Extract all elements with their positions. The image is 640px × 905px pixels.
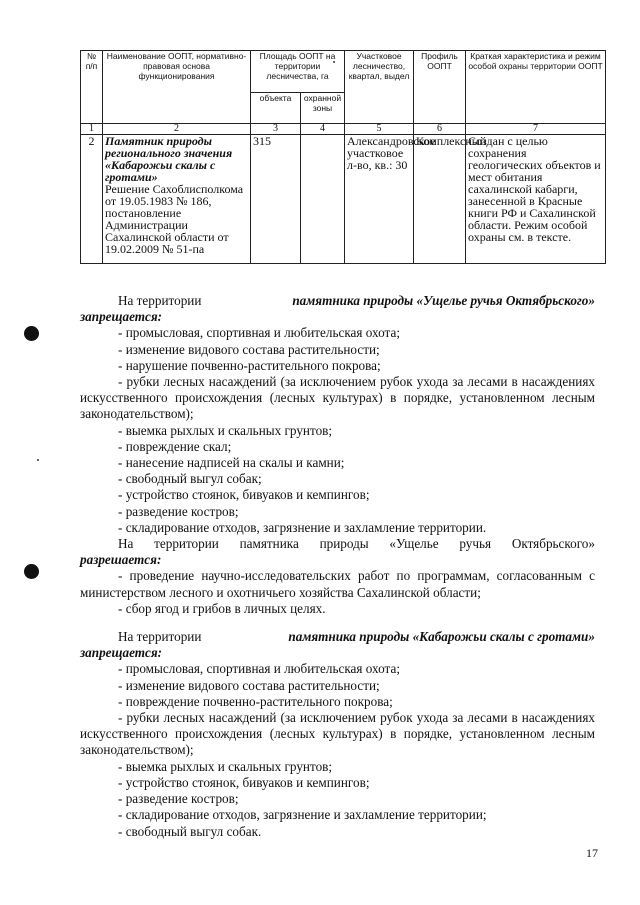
row-name-title: Памятник природы регионального значения «Кабарожьи скалы с гротами» [105, 134, 233, 184]
section1-intro [80, 293, 595, 309]
document-body [80, 293, 595, 840]
column-number: 5 [345, 124, 414, 135]
section2-list [80, 568, 595, 617]
row-area-protect [301, 135, 345, 264]
scan-speck [333, 61, 335, 63]
table-row [81, 135, 606, 264]
list-item: - складирование отходов, загрязнение и захламление территории; [118, 807, 487, 823]
section3-intro-start: На территории [118, 629, 202, 645]
punch-hole [24, 326, 39, 341]
scan-speck [37, 459, 39, 461]
page-number: 17 [586, 846, 598, 860]
list-item: - свободный выгул собак. [118, 823, 262, 839]
list-item: - выемка рыхлых и скальных грунтов; [118, 422, 333, 438]
list-item: - промысловая, спортивная и любительская охота; [118, 661, 400, 677]
list-item: - рубки лесных насаждений (за исключением рубок ухода за лесами в насаждениях искусственного происхождения (лесных культурах) в порядке, установленном лесным законодательством); [80, 710, 595, 758]
section3-intro [80, 629, 595, 645]
list-item: - устройство стоянок, бивуаков и кемпингов; [118, 487, 370, 503]
row-profile: Комплексный [414, 135, 466, 264]
list-item: - свободный выгул собак; [118, 471, 262, 487]
section1-intro-end: запрещается: [80, 309, 163, 325]
section1-list [80, 325, 595, 536]
list-item: - изменение видового состава растительности; [118, 341, 380, 357]
list-item: - разведение костров; [118, 791, 239, 807]
header-name: Наименование ООПТ, нормативно-правовая основа функционирования [103, 51, 251, 124]
row-name [103, 135, 251, 264]
row-area-object: 315 [251, 135, 301, 264]
row-name-basis: Решение Сахоблисполкома от 19.05.1983 № 186, постановление Администрации Сахалинской области от 19.02.2009 № 51-па [105, 182, 244, 256]
list-item: - повреждение скал; [118, 438, 232, 454]
list-item: - сбор ягод и грибов в личных целях. [118, 600, 326, 616]
list-item: - повреждение почвенно-растительного покрова; [118, 693, 393, 709]
section1-intro-start: На территории [118, 293, 202, 308]
section3-intro-end: запрещается: [80, 645, 163, 661]
row-description: Создан с целью сохранения геологических объектов и мест обитания сахалинской кабарги, занесенной в Красные книги РФ и Сахалинской области. Режим особой охраны см. в тексте. [466, 135, 606, 264]
section3-intro-bold: памятника природы «Кабарожьи скалы с гротами» [288, 629, 595, 645]
section3-list [80, 661, 595, 839]
list-item: - устройство стоянок, бивуаков и кемпингов; [118, 774, 370, 790]
oopt-table [80, 50, 606, 264]
column-number: 2 [103, 124, 251, 135]
column-number: 4 [301, 124, 345, 135]
header-area-object: объекта [251, 92, 301, 123]
list-item: - нарушение почвенно-растительного покрова; [118, 357, 381, 373]
header-area-protect: охранной зоны [301, 92, 345, 123]
list-item: - разведение костров; [118, 503, 239, 519]
header-num: № п/п [81, 51, 103, 124]
punch-hole [24, 564, 39, 579]
section1-intro-bold: памятника природы «Ущелье ручья Октябрьского» [292, 293, 595, 308]
list-item: - промысловая, спортивная и любительская охота; [118, 325, 400, 341]
list-item: - складирование отходов, загрязнение и захламление территории. [118, 519, 487, 535]
table-header-row [81, 51, 606, 93]
column-number: 7 [466, 124, 606, 135]
section2-intro: На территории памятника природы «Ущелье ручья Октябрьского» [118, 536, 595, 552]
column-numbers-row [81, 124, 606, 135]
list-item: - выемка рыхлых и скальных грунтов; [118, 758, 333, 774]
list-item: - рубки лесных насаждений (за исключением рубок ухода за лесами в насаждениях искусственного происхождения (лесных культурах) в порядке, установленном лесным законодательством); [80, 374, 595, 422]
header-area: Площадь ООПТ на территории лесничества, га [251, 51, 345, 93]
column-number: 1 [81, 124, 103, 135]
header-description: Краткая характеристика и режим особой охраны территории ООПТ [466, 51, 606, 124]
row-location: Александровское участковое л-во, кв.: 30 [345, 135, 414, 264]
section2-intro-end: разрешается: [80, 552, 162, 568]
column-number: 6 [414, 124, 466, 135]
column-number: 3 [251, 124, 301, 135]
list-item: - проведение научно-исследовательских работ по программам, согласованным с министерством лесного и охотничьего хозяйства Сахалинской области; [80, 568, 595, 600]
row-num: 2 [81, 135, 103, 264]
header-location: Участковое лесничество, квартал, выдел [345, 51, 414, 124]
header-profile: Профиль ООПТ [414, 51, 466, 124]
list-item: - изменение видового состава растительности; [118, 677, 380, 693]
list-item: - нанесение надписей на скалы и камни; [118, 455, 345, 471]
